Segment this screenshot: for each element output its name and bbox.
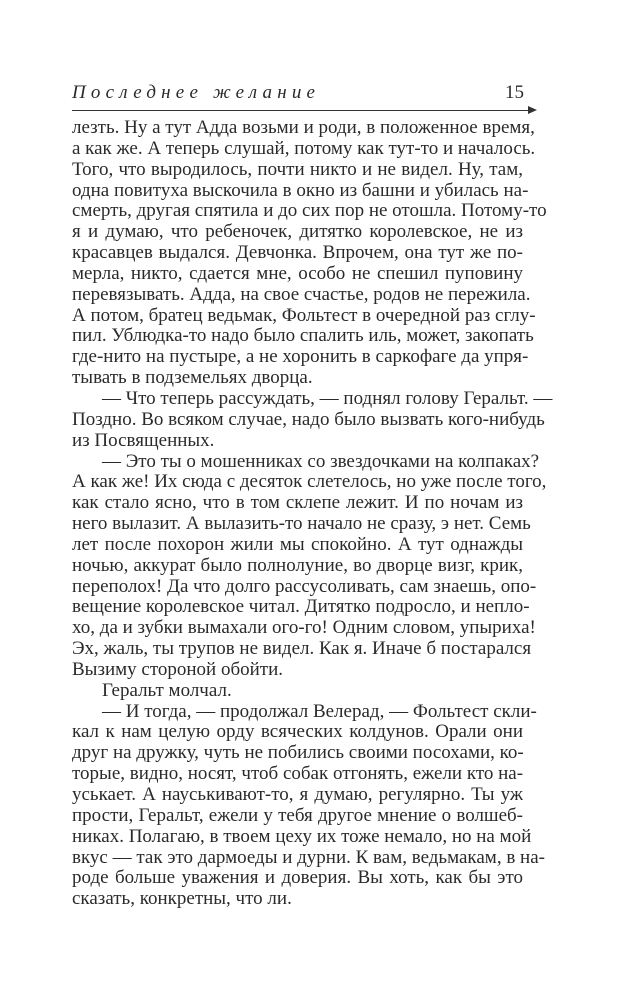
text-line: роде больше уважения и доверия. Вы хоть, как бы это	[72, 867, 523, 889]
text-line: лезть. Ну а тут Адда возьми и роди, в положенное время,	[72, 117, 535, 138]
text-line: а как же. А теперь слушай, потому как тут-то и началось.	[72, 137, 536, 159]
text-line: него вылазит. А вылазить-то начало не сразу, э нет. Семь	[72, 513, 531, 535]
text-line: хо, да и зубки вымахали ого-го! Одним словом, упыриха!	[72, 617, 536, 639]
text-line: переполох! Да что долго рассусоливать, сам знаешь, опо-	[72, 575, 537, 597]
text-line: лет после похорон жили мы спокойно. А тут однажды	[72, 533, 523, 555]
arrow-right-icon	[528, 106, 537, 114]
text-line: где-нито на пустыре, а не хоронить в саркофаге да упря-	[72, 346, 529, 368]
text-line: Поздно. Во всяком случае, надо было вызвать кого-нибудь	[72, 408, 545, 430]
text-line: тывать в подземельях дворца.	[72, 367, 313, 389]
text-line: прости, Геральт, ежели у тебя другое мнение о волшеб-	[72, 804, 523, 826]
header-rule	[72, 110, 530, 111]
running-header	[72, 82, 524, 106]
text-line: как стало ясно, что в том склепе лежит. И по ночам из	[72, 492, 523, 514]
text-line: друг на дружку, чуть не побились своими посохами, ко-	[72, 742, 524, 764]
text-line: я и думаю, что ребеночек, дитятко королевское, не из	[72, 221, 523, 243]
text-line: Геральт молчал.	[102, 679, 232, 701]
text-line: смерть, другая спятила и до сих пор не отошла. Потому-то	[72, 200, 547, 222]
text-line: перевязывать. Адда, на свое счастье, родов не пережила.	[72, 283, 531, 305]
text-line: Вызиму стороной обойти.	[72, 658, 284, 680]
text-line: — И тогда, — продолжал Велерад, — Фольтест скли-	[102, 700, 537, 722]
text-line: ночью, аккурат было полнолуние, во дворце визг, крик,	[72, 554, 523, 576]
text-line: мерла, никто, сдается мне, особо не спешил пуповину	[72, 262, 523, 284]
text-line: вкус — так это дармоеды и дурни. К вам, ведьмакам, в на-	[72, 846, 545, 868]
page-number: 15	[505, 82, 524, 103]
text-line: — Это ты о мошенниках со звездочками на колпаках?	[102, 450, 540, 472]
text-line: — Что теперь рассуждать, — поднял голову Геральт. —	[102, 387, 553, 409]
text-line: вещение королевское читал. Дитятко подросло, и непло-	[72, 596, 530, 618]
text-line: пил. Ублюдка-то надо было спалить иль, может, закопать	[72, 325, 534, 347]
text-line: никах. Полагаю, в твоем цеху их тоже немало, но на мой	[72, 825, 532, 847]
text-line: А потом, братец ведьмак, Фольтест в очередной раз сглу-	[72, 304, 536, 326]
text-line: Того, что выродилось, почти никто и не видел. Ну, там,	[72, 158, 523, 180]
text-line: торые, видно, носят, чтоб собак отгонять, ежели кто на-	[72, 763, 524, 785]
text-line: Эх, жаль, ты трупов не видел. Как я. Иначе б постарался	[72, 638, 532, 660]
text-line: А как же! Их сюда с десяток слетелось, но уже после того,	[72, 471, 547, 493]
body-text	[72, 117, 553, 910]
text-line: сказать, конкретны, что ли.	[72, 888, 292, 910]
text-line: кал к нам целую орду всяческих колдунов. Орали они	[72, 721, 523, 743]
text-line: одна повитуха выскочила в окно из башни и убилась на-	[72, 179, 529, 201]
text-line: уськает. А науськивают-то, я думаю, регулярно. Ты уж	[72, 784, 523, 805]
text-line: красавцев выдался. Девчонка. Впрочем, она тут же по-	[72, 242, 523, 264]
running-title: Последнее желание	[72, 82, 321, 103]
text-line: из Посвященных.	[72, 429, 215, 451]
